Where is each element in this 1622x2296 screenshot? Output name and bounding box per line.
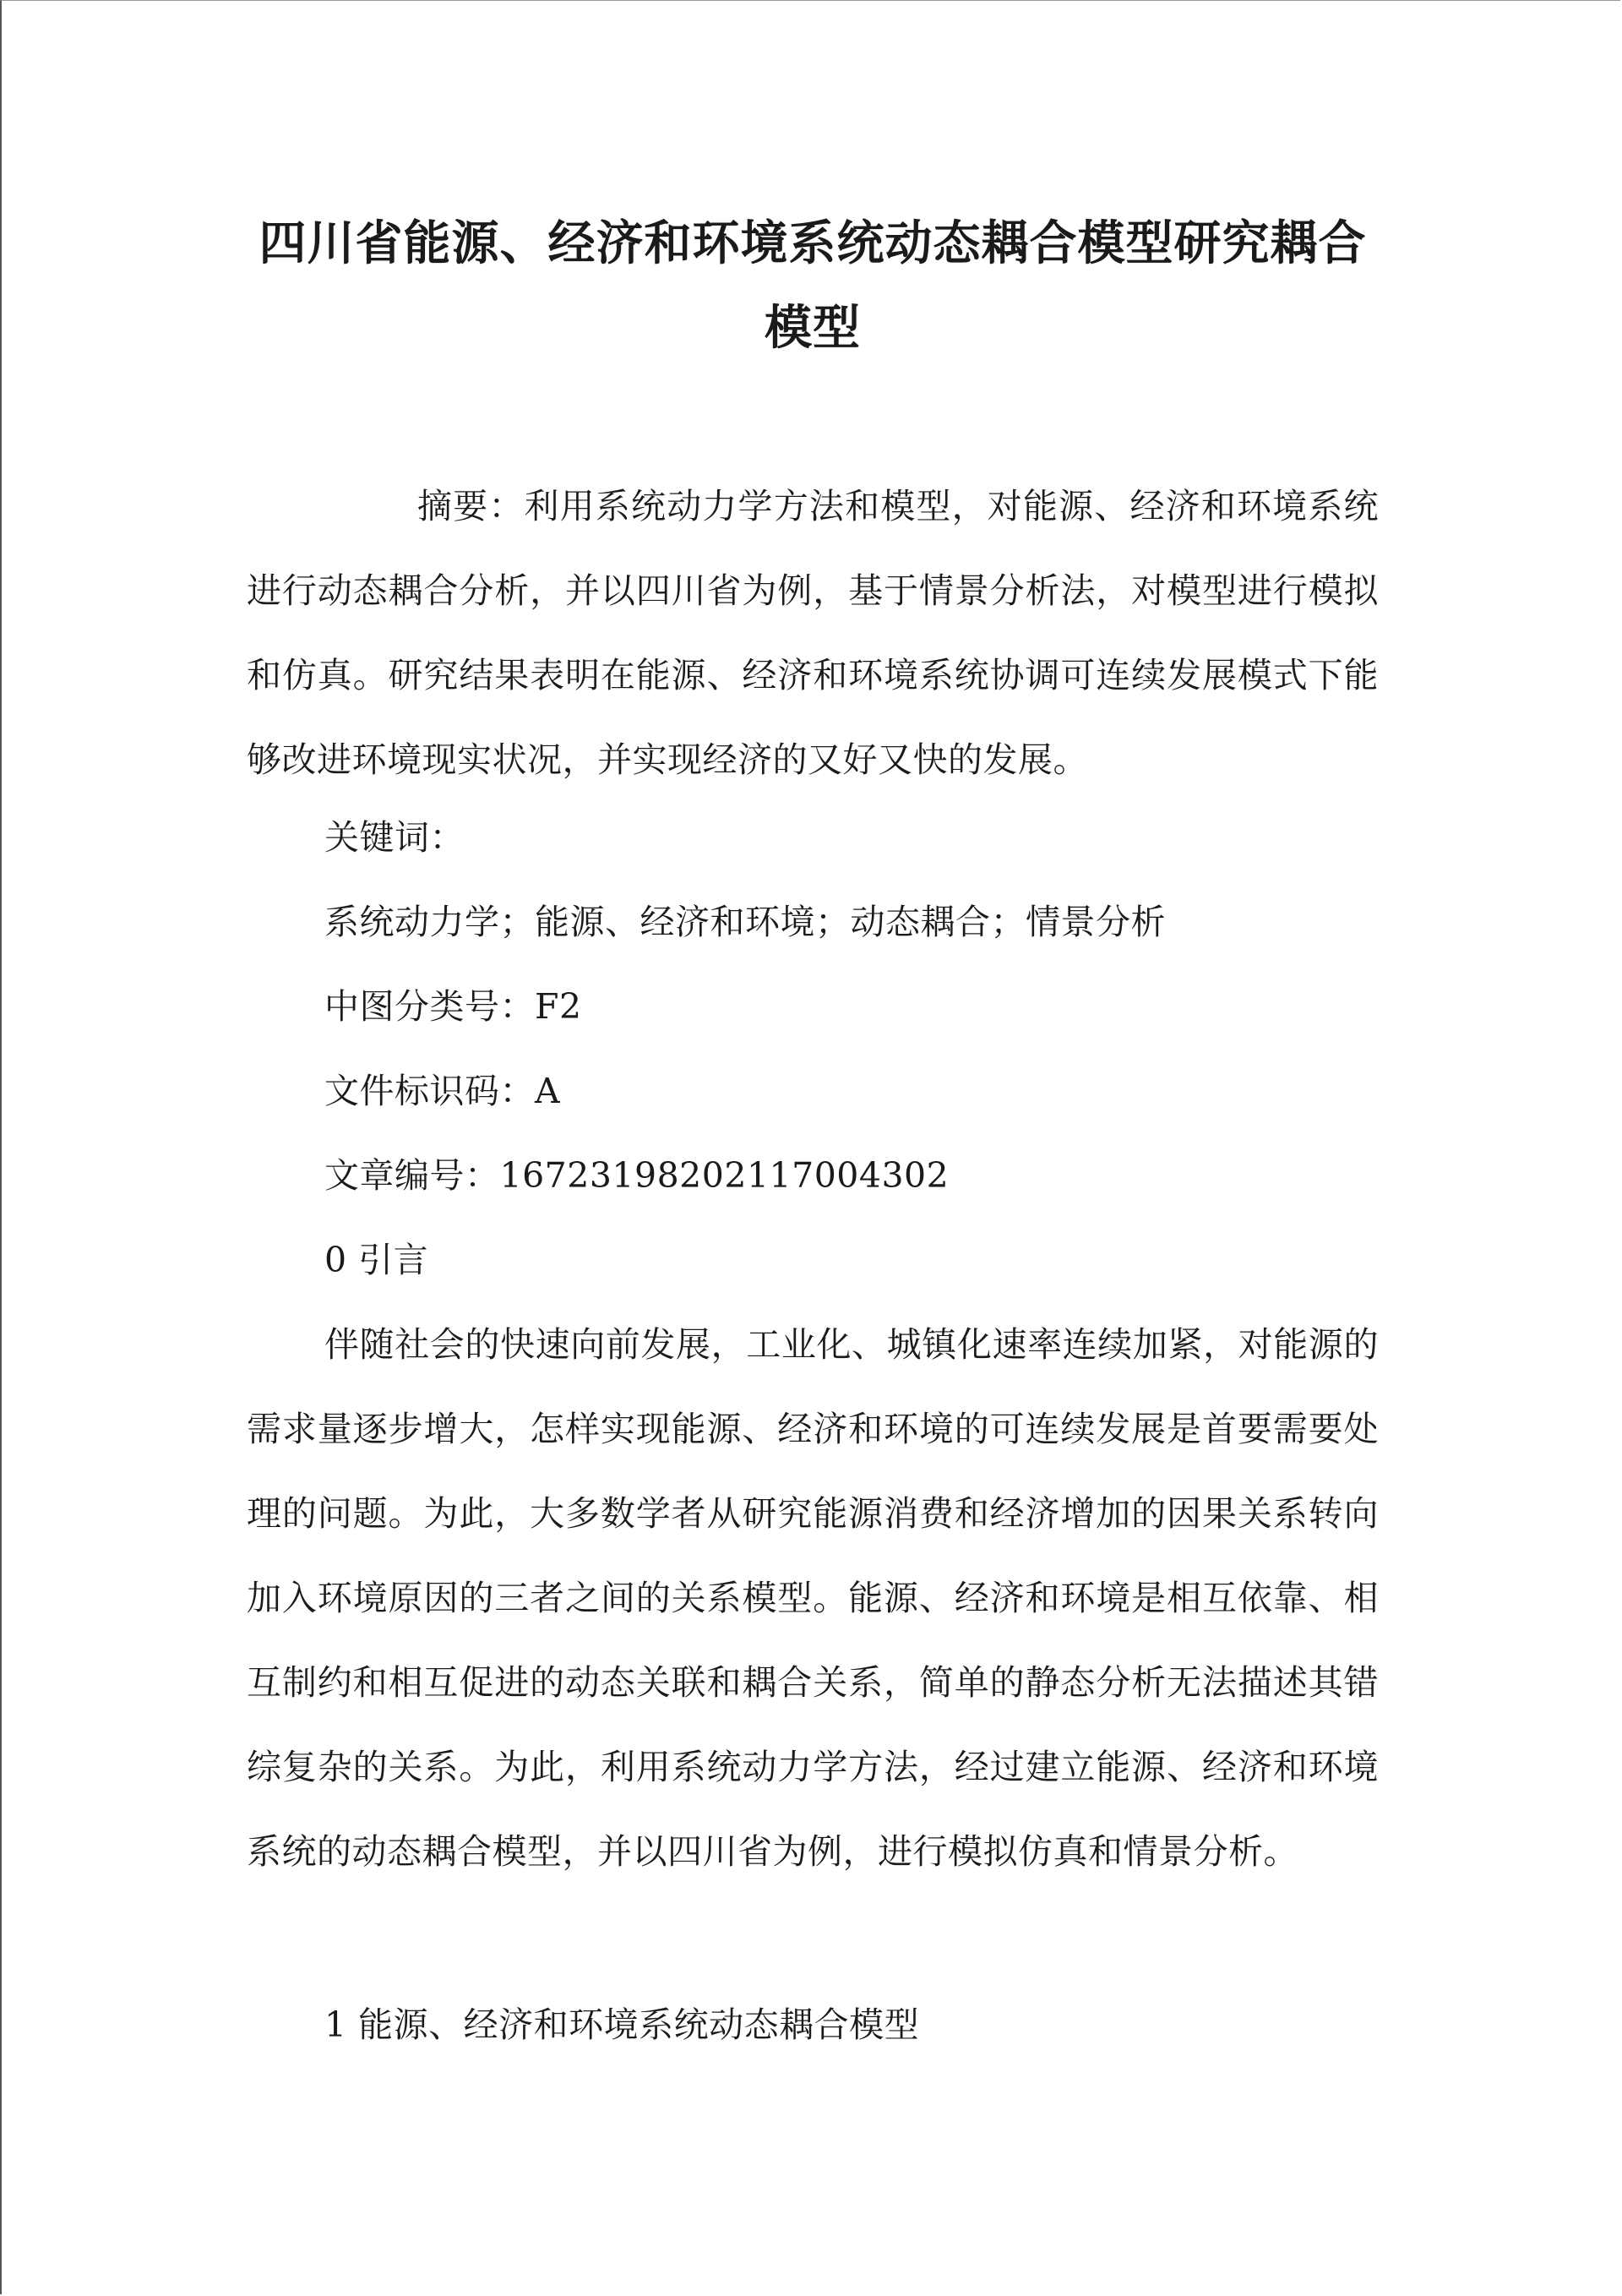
clc-number: 中图分类号：F2 (324, 986, 582, 1027)
article-number: 文章编号：16723198202117004302 (324, 1155, 950, 1196)
introduction-paragraph: 伴随社会的快速向前发展，工业化、城镇化速率连续加紧，对能源的需求量逐步增大，怎样实现能源、经济和环境的可连续发展是首要需要处理的问题。为此，大多数学者从研究能源消费和经济增加的因果关系转向加入环境原因的三者之间的关系模型。能源、经济和环境是相互依靠、相互制约和相互促进的动态关联和耦合关系，简单的静态分析无法描述其错综复杂的关系。为此，利用系统动力学方法，经过建立能源、经济和环境系统的动态耦合模型，并以四川省为例，进行模拟仿真和情景分析。 (247, 1324, 1379, 1872)
abstract-paragraph: 摘要：利用系统动力学方法和模型，对能源、经济和环境系统进行动态耦合分析，并以四川省为例，基于情景分析法，对模型进行模拟和仿真。研究结果表明在能源、经济和环境系统协调可连续发展模式下能够改进环境现实状况，并实现经济的又好又快的发展。 (247, 486, 1379, 780)
document-title: 四川省能源、经济和环境系统动态耦合模型研究耦合模型 (259, 215, 1367, 356)
keywords-label: 关键词： (324, 817, 465, 858)
document-code: 文件标识码：A (324, 1071, 561, 1111)
keywords-list: 系统动力学；能源、经济和环境；动态耦合；情景分析 (324, 902, 1166, 942)
section-heading-model: 1 能源、经济和环境系统动态耦合模型 (324, 2004, 920, 2045)
section-heading-introduction: 0 引言 (324, 1240, 429, 1280)
